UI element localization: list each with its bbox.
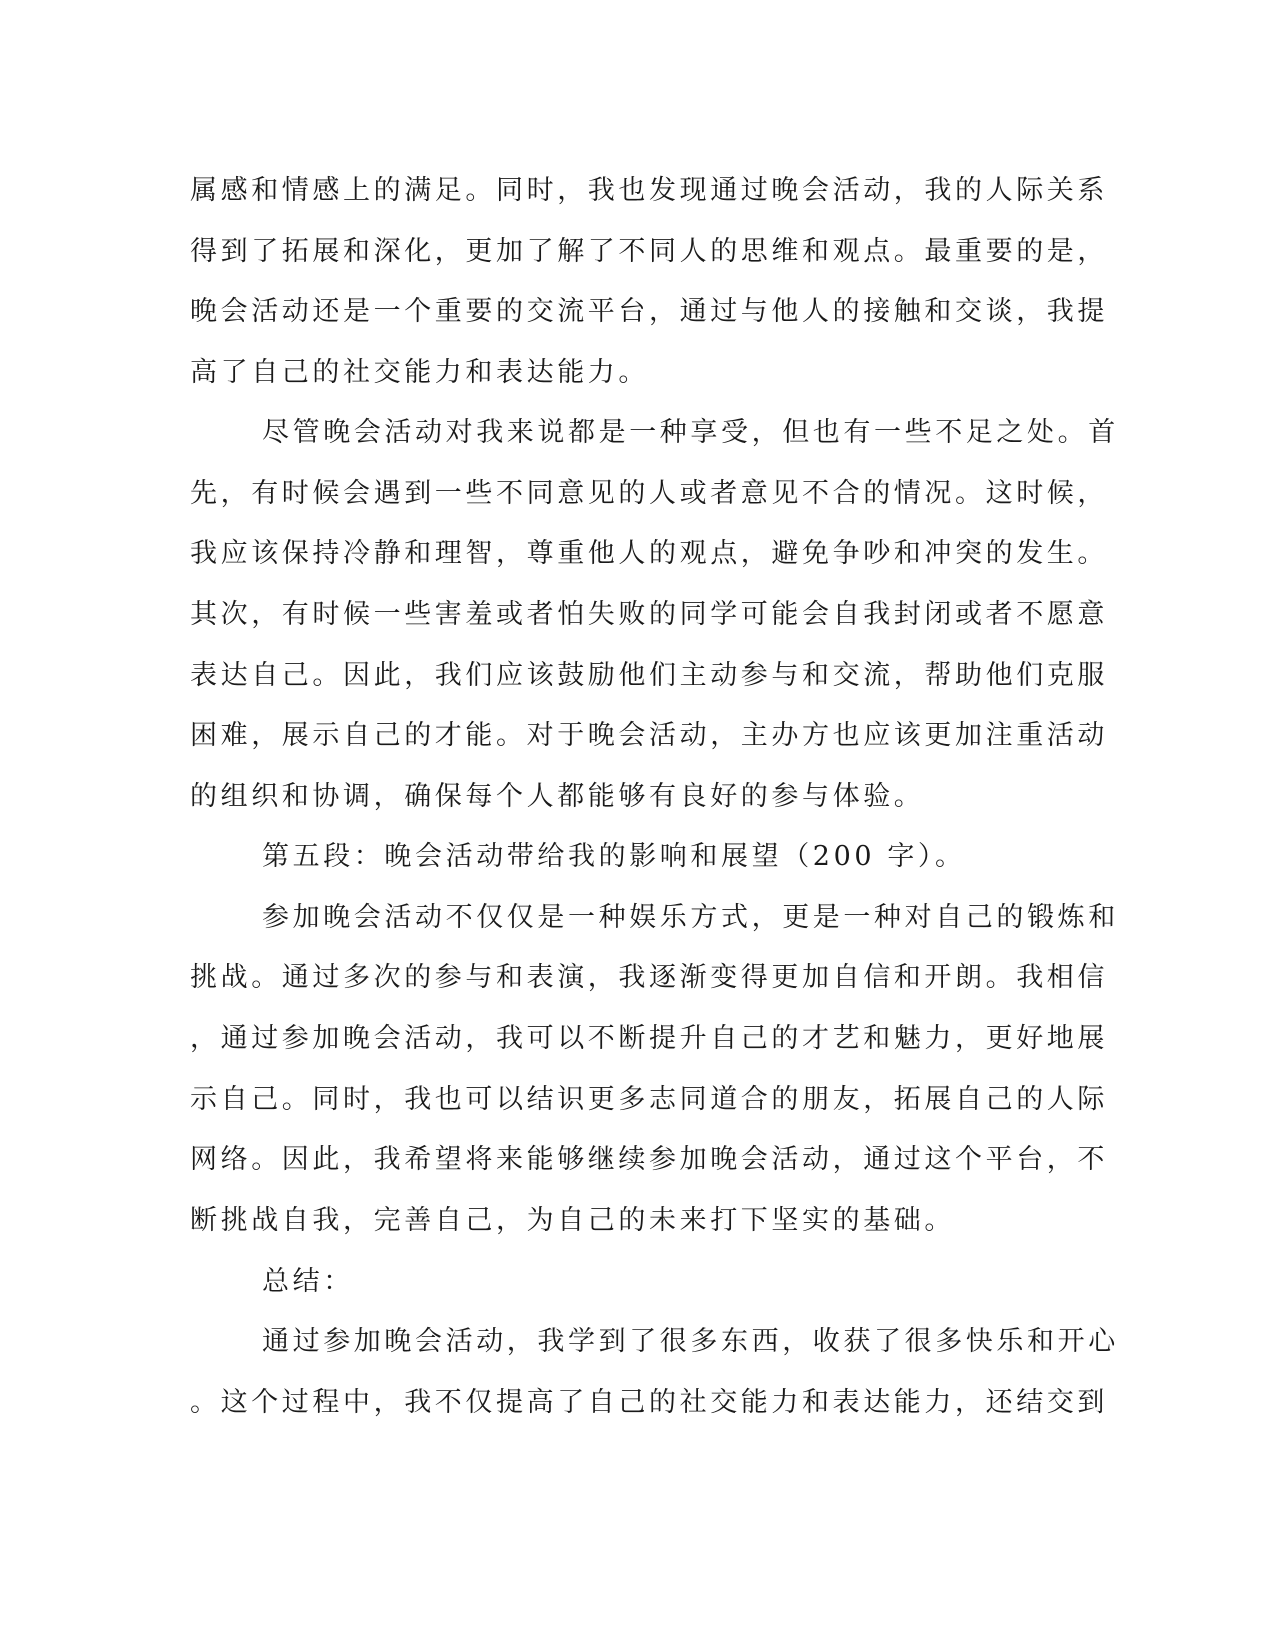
paragraph-line: 。这个过程中，我不仅提高了自己的社交能力和表达能力，还结交到	[190, 1387, 1108, 1418]
paragraph-line: 我应该保持冷静和理智，尊重他人的观点，避免争吵和冲突的发生。	[190, 538, 1108, 569]
paragraph-line: 其次，有时候一些害羞或者怕失败的同学可能会自我封闭或者不愿意	[190, 599, 1108, 630]
paragraph-line: 的组织和协调，确保每个人都能够有良好的参与体验。	[190, 781, 925, 812]
paragraph-line: 先，有时候会遇到一些不同意见的人或者意见不合的情况。这时候，	[190, 478, 1108, 509]
paragraph-line: 表达自己。因此，我们应该鼓励他们主动参与和交流，帮助他们克服	[190, 660, 1108, 691]
paragraph-line: 困难，展示自己的才能。对于晚会活动，主办方也应该更加注重活动	[190, 720, 1108, 751]
paragraph-line: 网络。因此，我希望将来能够继续参加晚会活动，通过这个平台，不	[190, 1144, 1108, 1175]
paragraph-line: 高了自己的社交能力和表达能力。	[190, 357, 649, 388]
paragraph-line: 参加晚会活动不仅仅是一种娱乐方式，更是一种对自己的锻炼和	[262, 902, 1119, 933]
paragraph-line: 属感和情感上的满足。同时，我也发现通过晚会活动，我的人际关系	[190, 175, 1108, 206]
paragraph-line: 挑战。通过多次的参与和表演，我逐渐变得更加自信和开朗。我相信	[190, 962, 1108, 993]
paragraph-line: 示自己。同时，我也可以结识更多志同道合的朋友，拓展自己的人际	[190, 1084, 1108, 1115]
paragraph-line: 晚会活动还是一个重要的交流平台，通过与他人的接触和交谈，我提	[190, 296, 1108, 327]
paragraph-line: 得到了拓展和深化，更加了解了不同人的思维和观点。最重要的是，	[190, 236, 1108, 267]
paragraph-line: 尽管晚会活动对我来说都是一种享受，但也有一些不足之处。首	[262, 417, 1119, 448]
paragraph-line: 断挑战自我，完善自己，为自己的未来打下坚实的基础。	[190, 1205, 955, 1236]
summary-heading: 总结：	[262, 1266, 354, 1297]
paragraph-line: ，通过参加晚会活动，我可以不断提升自己的才艺和魅力，更好地展	[190, 1023, 1108, 1054]
section-heading: 第五段：晚会活动带给我的影响和展望（200 字）。	[262, 841, 966, 872]
paragraph-line: 通过参加晚会活动，我学到了很多东西，收获了很多快乐和开心	[262, 1326, 1119, 1357]
